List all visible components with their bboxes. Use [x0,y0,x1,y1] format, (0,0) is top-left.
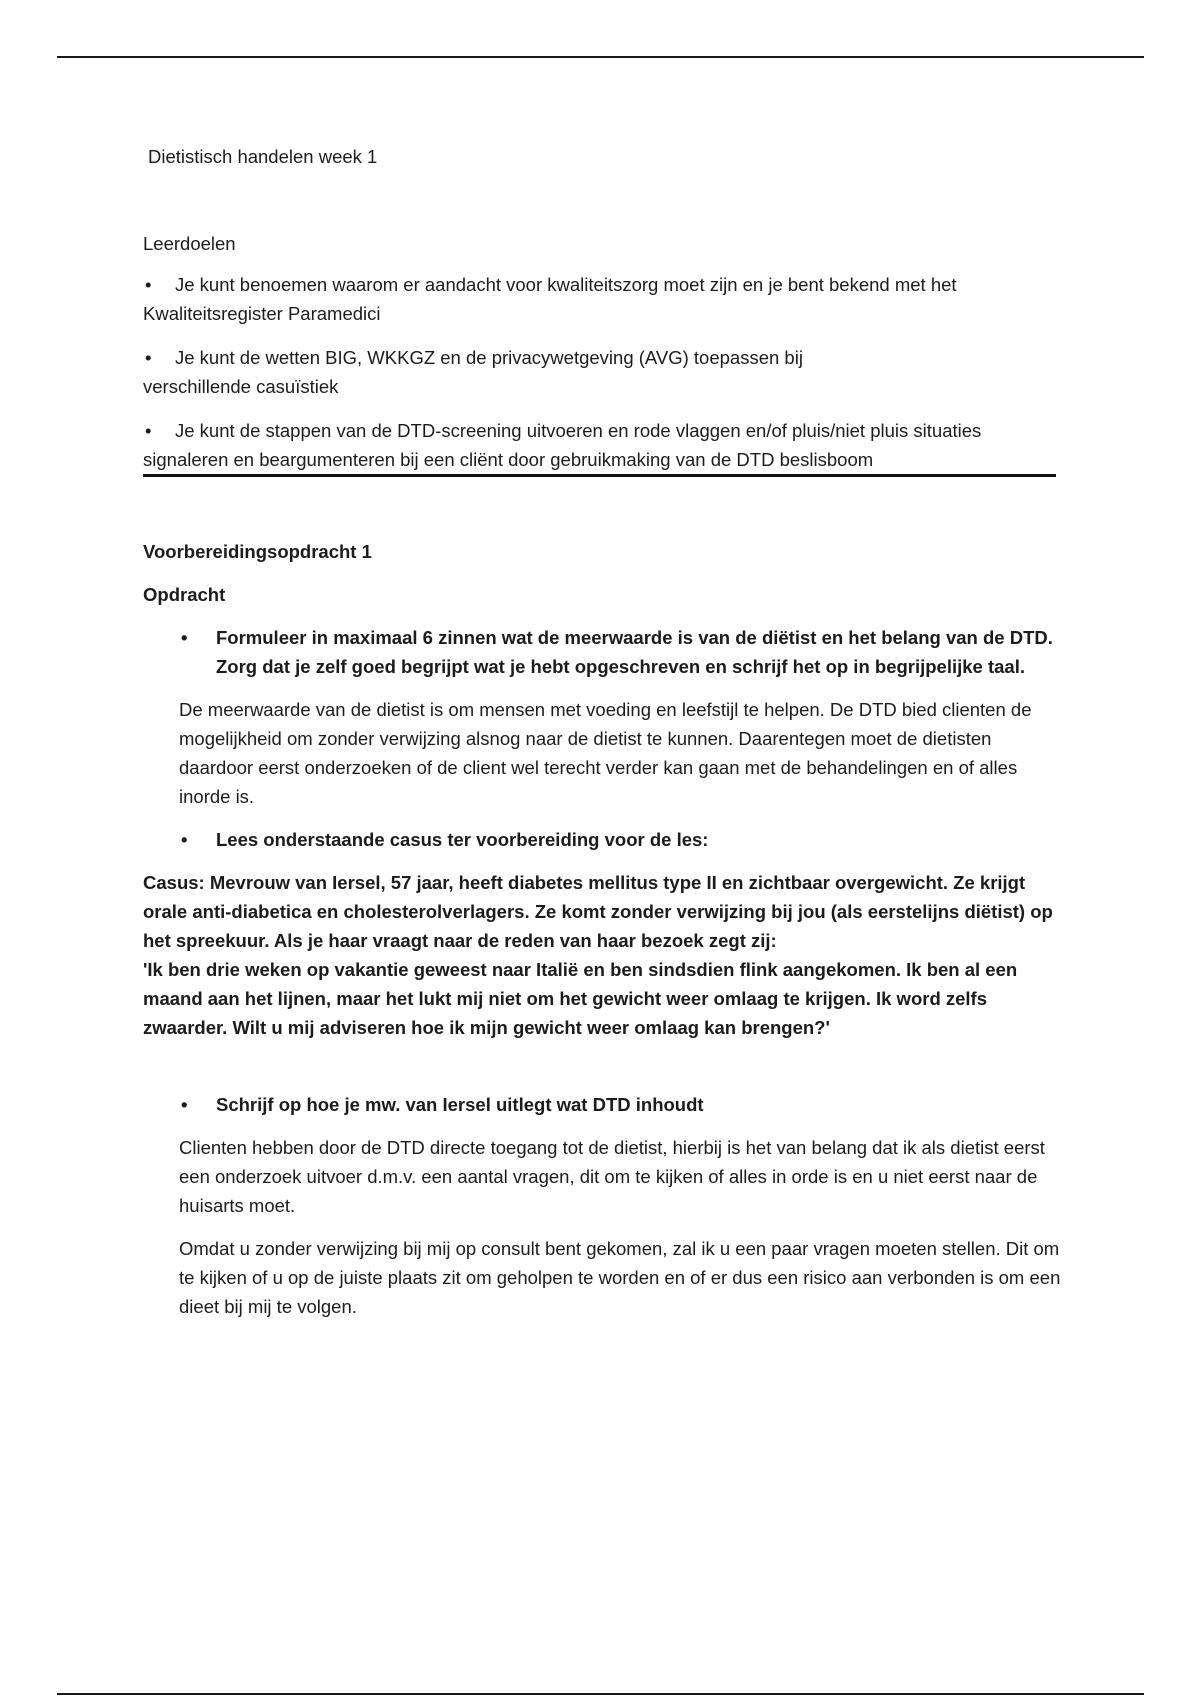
task-item [143,1090,1063,1119]
spacer [143,1042,1063,1090]
bullet-icon: • [145,274,152,295]
task-text: Lees onderstaande casus ter voorbereiding voor de les: [216,829,709,850]
page-bottom-rule [57,1693,1144,1695]
page-top-rule [57,56,1144,58]
document-title: Dietistisch handelen week 1 [148,146,378,167]
assignment-label: Opdracht [143,584,226,605]
casus-quote: 'Ik ben drie weken op vakantie geweest naar Italië en ben sindsdien flink aangekomen. Ik ben al een maand aan het lijnen, maar het lukt mij niet om het gewicht weer omlaag te krijgen. Ik word zelfs zwaarder. Wilt u mij adviseren hoe ik mijn gewicht weer omlaag kan brengen?' [143,959,1018,1038]
answer-paragraph: Omdat u zonder verwijzing bij mij op consult bent gekomen, zal ik u een paar vragen moeten stellen. Dit om te kijken of u op de juiste plaats zit om geholpen te worden en of er dus een risico aan verbonden is om een dieet bij mij te volgen. [179,1238,1061,1317]
bullet-icon: • [181,829,188,850]
bullet-icon: • [181,1094,188,1115]
answer-paragraph: De meerwaarde van de dietist is om mensen met voeding en leefstijl te helpen. De DTD bied clienten de mogelijkheid om zonder verwijzing alsnog naar de dietist te kunnen. Daarentegen moet de dietisten daardoor eerst onderzoeken of de client wel terecht verder kan gaan met de behandelingen en of alles inorde is. [179,699,1032,807]
preparation-title: Voorbereidingsopdracht 1 [143,541,372,562]
learning-goals-heading: Leerdoelen [143,233,236,254]
bullet-icon: • [181,627,188,648]
casus-intro: Casus: Mevrouw van Iersel, 57 jaar, heeft diabetes mellitus type II en zichtbaar overgewicht. Ze krijgt orale anti-diabetica en cholesterolverlagers. Ze komt zonder verwijzing bij jou (als eerstelijns diëtist) op het spreekuur. Als je haar vraagt naar de reden van haar bezoek zegt zij: [143,872,1053,951]
task-item [143,623,1063,681]
section-divider [143,474,1056,477]
task-text: Formuleer in maximaal 6 zinnen wat de meerwaarde is van de diëtist en het belang van de DTD. Zorg dat je zelf goed begrijpt wat je hebt opgeschreven en schrijf het op in begrijpelijke taal. [216,627,1053,677]
learning-goal-text: Je kunt de stappen van de DTD-screening uitvoeren en rode vlaggen en/of pluis/niet pluis situaties signaleren en beargumenteren bij een cliënt door gebruikmaking van de DTD beslisboom [143,420,982,470]
bullet-icon: • [145,420,152,441]
document-page [143,142,1063,1335]
learning-goal-item [143,270,1063,328]
learning-goal-text: Je kunt benoemen waarom er aandacht voor kwaliteitszorg moet zijn en je bent bekend met het Kwaliteitsregister Paramedici [143,274,957,324]
bullet-icon: • [145,347,152,368]
learning-goal-item [143,343,803,401]
learning-goal-item [143,416,1063,474]
task-text: Schrijf op hoe je mw. van Iersel uitlegt wat DTD inhoudt [216,1094,704,1115]
learning-goal-text: Je kunt de wetten BIG, WKKGZ en de privacywetgeving (AVG) toepassen bij verschillende casuïstiek [143,347,803,397]
answer-paragraph: Clienten hebben door de DTD directe toegang tot de dietist, hierbij is het van belang dat ik als dietist eerst een onderzoek uitvoer d.m.v. een aantal vragen, dit om te kijken of alles in orde is en u niet eerst naar de huisarts moet. [179,1137,1045,1216]
task-item [143,825,1063,854]
